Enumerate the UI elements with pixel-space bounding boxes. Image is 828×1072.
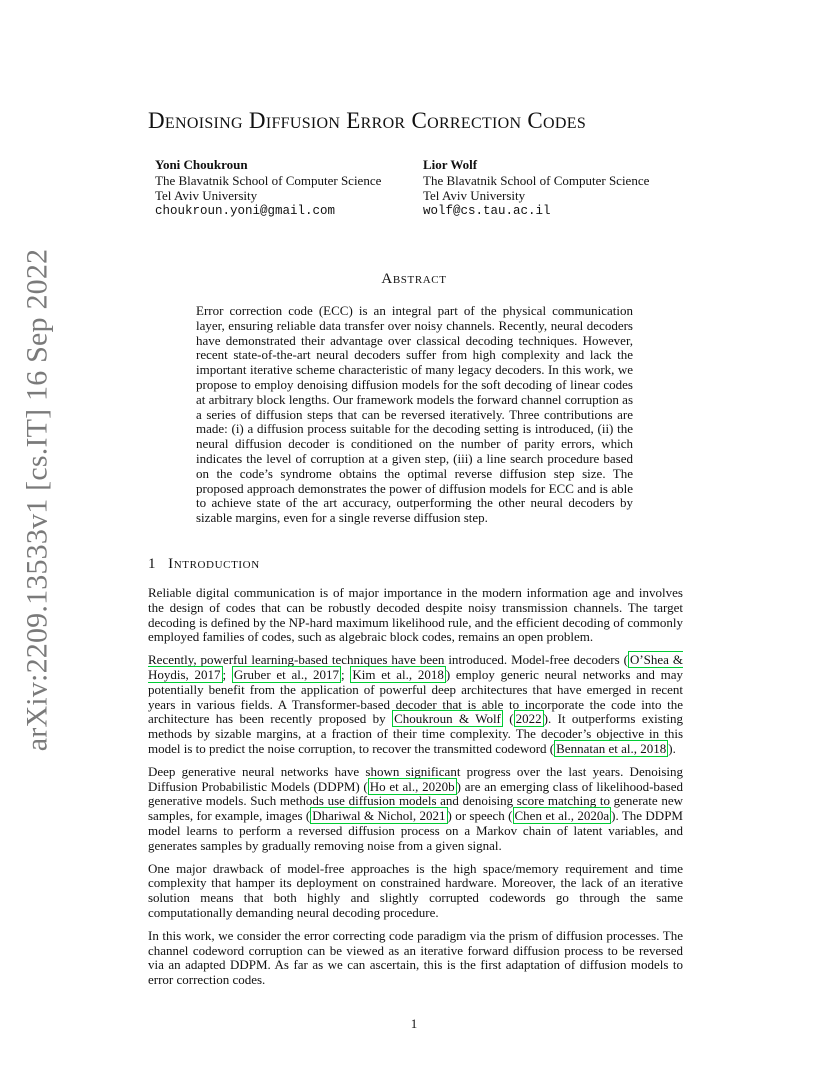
section-heading bbox=[148, 556, 260, 573]
author-affiliation: The Blavatnik School of Computer Science bbox=[423, 172, 650, 188]
paragraph-text: ( bbox=[502, 711, 514, 727]
paragraph-text: ). It outperforms existing methods by sizable margins, at a fraction of their time complexity. The decoder’s objective in this model is to predict the noise corruption, to recover the transmitted codeword ( bbox=[148, 711, 683, 756]
citation-link[interactable]: Ho et al., 2020b bbox=[369, 778, 455, 794]
author-block bbox=[423, 157, 649, 219]
section-number: 1 bbox=[148, 556, 157, 572]
paragraph-text: ) employ generic neural networks and may potentially benefit from the application of powerful deep architectures that have emerged in recent years in various fields. A Transformer-based decoder that is able to incorporate the code into the architecture has been recently proposed by bbox=[148, 666, 683, 727]
citation-link[interactable]: Dhariwal & Nichol, 2021 bbox=[312, 808, 446, 824]
paragraph-text: Deep generative neural networks have shown significant progress over the last years. Denoising Diffusion Probabilistic Models (DDPM) ( bbox=[148, 763, 683, 794]
arxiv-id: arXiv:2209.13533v1 [cs.IT] 16 Sep 2022 bbox=[20, 248, 53, 752]
abstract-text: Error correction code (ECC) is an integral part of the physical communication layer, ensuring reliable data transfer over noisy channels. Recently, neural decoders have demonstrated their advantage over classical decoding techniques. However, recent state-of-the-art neural decoders suffer from high complexity and lack the important iterative scheme characteristic of many legacy decoders. In this work, we propose to employ denoising diffusion models for the soft decoding of linear codes at arbitrary block lengths. Our framework models the forward channel corruption as a series of diffusion steps that can be reversed iteratively. Three contributions are made: (i) a diffusion process suitable for the decoding setting is introduced, (ii) the neural diffusion decoder is conditioned on the number of parity errors, which indicates the level of corruption at a given step, (iii) a line search procedure based on the code’s syndrome obtains the optimal reverse diffusion step size. The proposed approach demonstrates the power of diffusion models for ECC and is able to achieve state of the art accuracy, outperforming the other neural decoders by sizable margins, even for a single reverse diffusion step. bbox=[196, 303, 633, 526]
paragraph bbox=[148, 765, 683, 854]
citation-link[interactable]: Chen et al., 2020a bbox=[514, 808, 610, 824]
citation-link[interactable]: O’Shea & Hoydis, 2017 bbox=[148, 652, 683, 682]
citation-link[interactable]: Kim et al., 2018 bbox=[352, 666, 444, 682]
paragraph-text: ). The DDPM model learns to perform a reversed diffusion process on a Markov chain of latent variables, and generates samples by gradually removing noise from a given signal. bbox=[148, 808, 683, 853]
paragraph bbox=[148, 653, 683, 757]
introduction-body bbox=[148, 586, 683, 996]
abstract-heading: Abstract bbox=[381, 271, 447, 287]
paragraph-text: Recently, powerful learning-based techniques have been introduced. Model-free decoders ( bbox=[148, 652, 628, 668]
author-institution: Tel Aviv University bbox=[155, 188, 258, 203]
paper-title: Denoising Diffusion Error Correction Codes bbox=[148, 108, 587, 133]
citation-link[interactable]: Choukroun & Wolf bbox=[394, 711, 501, 727]
paragraph-text: ). bbox=[668, 740, 676, 756]
author-institution: Tel Aviv University bbox=[423, 188, 526, 203]
citation-link[interactable]: Bennatan et al., 2018 bbox=[556, 740, 667, 756]
citation-link[interactable]: Gruber et al., 2017 bbox=[233, 666, 340, 682]
paragraph: Reliable digital communication is of major importance in the modern information age and involves the design of codes that can be robustly decoded despite noisy transmission channels. The target decoding is defined by the NP-hard maximum likelihood rule, and the efficient decoding of commonly employed families of codes, such as algebraic block codes, remains an open problem. bbox=[148, 585, 683, 645]
author-email[interactable]: wolf@cs.tau.ac.il bbox=[423, 203, 551, 218]
paragraph-text: ) are an emerging class of likelihood-based generative models. Such methods use diffusion models and denoising score matching to generate new samples, for example, images ( bbox=[148, 778, 683, 824]
paragraph: In this work, we consider the error correcting code paradigm via the prism of diffusion processes. The channel codeword corruption can be viewed as an iterative forward diffusion process to be reversed via an adapted DDPM. As far as we can ascertain, this is the first adaptation of diffusion models to error correction codes. bbox=[148, 927, 683, 988]
author-name: Lior Wolf bbox=[423, 157, 478, 172]
author-affiliation: The Blavatnik School of Computer Science bbox=[155, 172, 382, 188]
citation-link[interactable]: 2022 bbox=[515, 711, 542, 727]
author-block bbox=[155, 157, 381, 219]
author-name: Yoni Choukroun bbox=[155, 157, 248, 172]
paragraph: One major drawback of model-free approaches is the high space/memory requirement and time complexity that hamper its deployment on constrained hardware. Moreover, the lack of an iterative solution means that both highly and slightly corrupted codewords go through the same computationally demanding neural decoding procedure. bbox=[148, 860, 683, 920]
section-title: Introduction bbox=[168, 556, 260, 572]
paragraph-text: ; bbox=[222, 666, 232, 682]
arxiv-stamp bbox=[12, 248, 62, 752]
page-number: 1 bbox=[410, 1016, 418, 1031]
paragraph-text: ; bbox=[341, 666, 351, 682]
author-email[interactable]: choukroun.yoni@gmail.com bbox=[155, 203, 336, 218]
paragraph-text: ) or speech ( bbox=[447, 808, 513, 824]
